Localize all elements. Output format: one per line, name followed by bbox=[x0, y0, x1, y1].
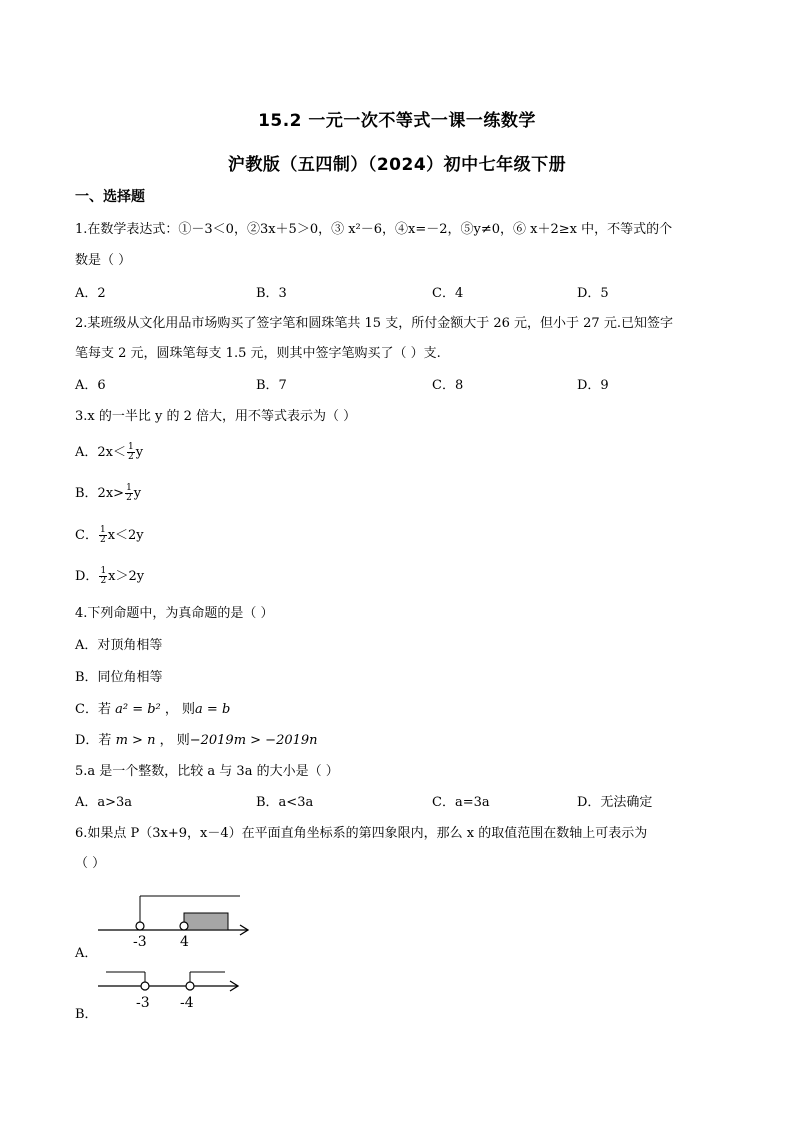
q2-stem-line1: 2.某班级从文化用品市场购买了签字笔和圆珠笔共 15 支，所付金额大于 26 元，但小于 27 元.已知签字 bbox=[75, 316, 673, 331]
q6-stem-line2: （ ） bbox=[75, 856, 106, 871]
q4-stem: 4.下列命题中，为真命题的是（ ） bbox=[75, 606, 274, 621]
title-line-1: 15.2 一元一次不等式一课一练数学 bbox=[258, 111, 536, 131]
q3-stem: 3.x 的一半比 y 的 2 倍大，用不等式表示为（ ） bbox=[75, 409, 357, 424]
tick-label-neg3: -3 bbox=[133, 934, 147, 950]
q4-option-a: A．对顶角相等 bbox=[75, 638, 163, 653]
q1-option-a: A．2 bbox=[75, 286, 106, 301]
tick-label-neg3: -3 bbox=[136, 995, 150, 1011]
q2-stem-line2: 笔每支 2 元，圆珠笔每支 1.5 元，则其中签字笔购买了（ ）支. bbox=[75, 346, 441, 361]
q5-option-c: C．a=3a bbox=[432, 795, 490, 810]
q4-option-b: B．同位角相等 bbox=[75, 670, 163, 685]
q3-option-b: B．2x> $\frac{1}{2}$ y bbox=[75, 483, 142, 503]
q5-stem: 5.a 是一个整数，比较 a 与 3a 的大小是（ ） bbox=[75, 764, 339, 779]
fraction-half: $\frac{1}{2}$ bbox=[128, 442, 134, 462]
q3-option-c: C． $\frac{1}{2}$ x＜2y bbox=[75, 525, 144, 545]
q1-option-c: C．4 bbox=[432, 286, 464, 301]
q2-option-b: B．7 bbox=[256, 378, 287, 393]
q4-option-d: D．若 m > n ， 则−2019m > −2019n bbox=[75, 733, 318, 748]
q1-option-b: B．3 bbox=[256, 286, 287, 301]
tick-label-4: 4 bbox=[180, 934, 189, 950]
q6-stem-line1: 6.如果点 P（3x+9，x－4）在平面直角坐标系的第四象限内，那么 x 的取值范围在数轴上可表示为 bbox=[75, 826, 648, 841]
q2-option-d: D．9 bbox=[577, 378, 609, 393]
q6-option-a-label: A． bbox=[75, 946, 98, 961]
q3-option-a: A．2x＜ $\frac{1}{2}$ y bbox=[75, 442, 144, 462]
fraction-half: $\frac{1}{2}$ bbox=[99, 525, 106, 545]
fraction-half: $\frac{1}{2}$ bbox=[100, 566, 107, 586]
tick-label-neg4: -4 bbox=[180, 995, 194, 1011]
q5-option-a: A．a>3a bbox=[75, 795, 133, 810]
q5-option-d: D．无法确定 bbox=[577, 795, 653, 810]
title-line-2: 沪教版（五四制）（2024）初中七年级下册 bbox=[227, 155, 567, 175]
q3-option-d: D． $\frac{1}{2}$ x＞2y bbox=[75, 566, 145, 586]
q1-stem-line1: 1.在数学表达式：①－3＜0，②3x＋5＞0，③ x²－6，④x=－2，⑤y≠0，⑥ x＋2≥x 中，不等式的个 bbox=[75, 222, 673, 237]
fraction-half: $\frac{1}{2}$ bbox=[126, 483, 132, 503]
section-heading: 一、选择题 bbox=[75, 189, 145, 205]
q5-option-b: B．a<3a bbox=[256, 795, 314, 810]
q6-option-b-label: B． bbox=[75, 1007, 98, 1022]
number-line-figure-a bbox=[98, 888, 258, 950]
q2-option-c: C．8 bbox=[432, 378, 464, 393]
q2-option-a: A．6 bbox=[75, 378, 106, 393]
number-line-figure-b bbox=[98, 966, 248, 1018]
q1-stem-line2: 数是（ ） bbox=[75, 253, 132, 268]
q1-option-d: D．5 bbox=[577, 286, 609, 301]
q4-option-c: C．若 a² = b² ， 则a = b bbox=[75, 702, 231, 717]
